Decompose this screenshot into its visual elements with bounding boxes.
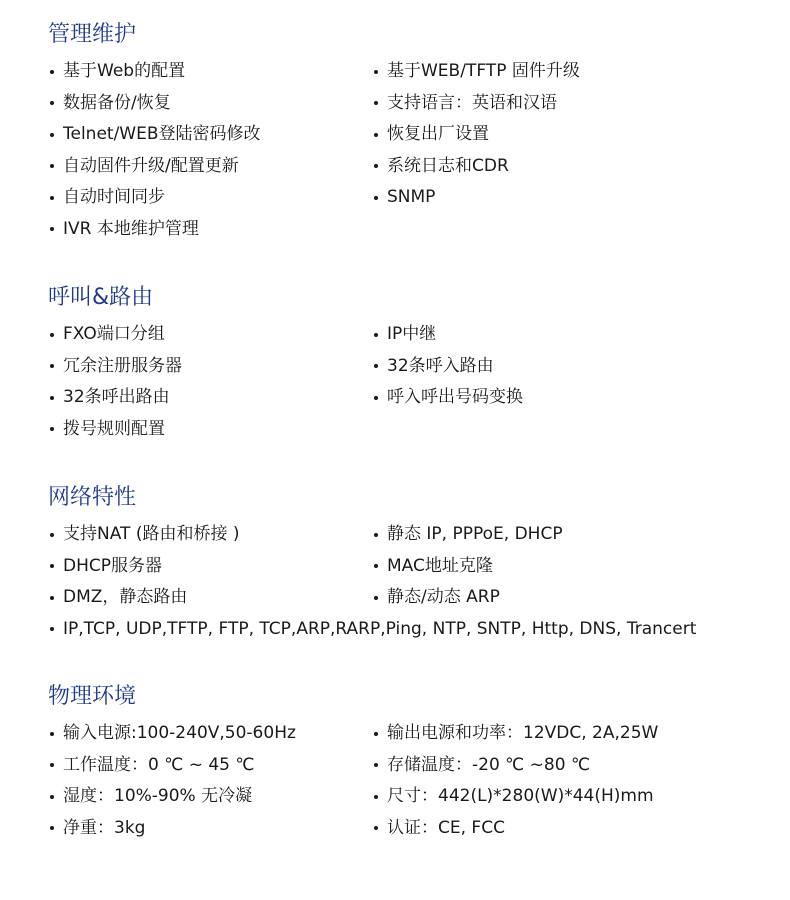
bullet-icon <box>50 333 54 337</box>
bullet-icon <box>50 732 54 736</box>
section-network <box>48 483 768 645</box>
list-item: IP中继 <box>372 319 752 351</box>
bullet-icon <box>374 826 378 830</box>
section-title: 管理维护 <box>48 22 137 47</box>
list-item: 认证：CE, FCC <box>372 813 752 845</box>
list-item: 呼入呼出号码变换 <box>372 382 752 414</box>
bullet-icon <box>50 627 54 631</box>
bullet-icon <box>374 333 378 337</box>
list-item: MAC地址克隆 <box>372 551 752 583</box>
bullet-icon <box>374 763 378 767</box>
list-item: FXO端口分组 <box>48 319 372 351</box>
bullet-icon <box>50 101 54 105</box>
list-item: 净重：3kg <box>48 813 372 845</box>
section-title: 物理环境 <box>48 684 137 709</box>
list-item: DMZ，静态路由 <box>48 582 372 614</box>
list-item: 数据备份/恢复 <box>48 88 372 120</box>
list-item: 自动时间同步 <box>48 182 372 214</box>
list-item: 基于Web的配置 <box>48 56 372 88</box>
bullet-icon <box>50 396 54 400</box>
bullet-icon <box>374 596 378 600</box>
list-item: DHCP服务器 <box>48 551 372 583</box>
bullet-icon <box>50 70 54 74</box>
list-item: 输入电源:100-240V,50-60Hz <box>48 718 372 750</box>
list-item: SNMP <box>372 182 752 214</box>
bullet-icon <box>374 70 378 74</box>
list-item: 静态/动态 ARP <box>372 582 752 614</box>
list-item: 拨号规则配置 <box>48 414 372 446</box>
list-item: 冗余注册服务器 <box>48 351 372 383</box>
feature-list <box>48 319 768 445</box>
list-item: 湿度：10%-90% 无冷凝 <box>48 781 372 813</box>
list-item: 系统日志和CDR <box>372 151 752 183</box>
list-item: 尺寸：442(L)*280(W)*44(H)mm <box>372 781 752 813</box>
list-item: 输出电源和功率：12VDC, 2A,25W <box>372 718 752 750</box>
feature-list <box>48 519 768 645</box>
list-item: 基于WEB/TFTP 固件升级 <box>372 56 752 88</box>
list-item-protocols: IP,TCP, UDP,TFTP, FTP, TCP,ARP,RARP,Ping, NTP, SNTP, Http, DNS, Trancert <box>48 614 752 646</box>
list-item: 恢复出厂设置 <box>372 119 752 151</box>
list-item: 自动固件升级/配置更新 <box>48 151 372 183</box>
bullet-icon <box>50 533 54 537</box>
bullet-icon <box>374 564 378 568</box>
bullet-icon <box>50 795 54 799</box>
bullet-icon <box>374 396 378 400</box>
bullet-icon <box>50 564 54 568</box>
bullet-icon <box>50 364 54 368</box>
list-item: 32条呼入路由 <box>372 351 752 383</box>
bullet-icon <box>50 227 54 231</box>
list-item: IVR 本地维护管理 <box>48 214 372 246</box>
bullet-icon <box>50 427 54 431</box>
list-item: 32条呼出路由 <box>48 382 372 414</box>
list-item: 静态 IP, PPPoE, DHCP <box>372 519 752 551</box>
bullet-icon <box>374 133 378 137</box>
bullet-icon <box>374 533 378 537</box>
bullet-icon <box>374 101 378 105</box>
bullet-icon <box>374 164 378 168</box>
list-item: 存储温度：-20 ℃ ~80 ℃ <box>372 750 752 782</box>
bullet-icon <box>374 732 378 736</box>
bullet-icon <box>50 133 54 137</box>
section-title: 呼叫&路由 <box>48 285 154 310</box>
section-management <box>48 20 768 245</box>
bullet-icon <box>374 795 378 799</box>
bullet-icon <box>50 596 54 600</box>
feature-list <box>48 56 768 245</box>
list-item: 支持NAT (路由和桥接 ) <box>48 519 372 551</box>
bullet-icon <box>50 763 54 767</box>
section-call-routing <box>48 283 768 445</box>
section-title: 网络特性 <box>48 485 137 510</box>
list-item: 工作温度：0 ℃ ~ 45 ℃ <box>48 750 372 782</box>
list-item: Telnet/WEB登陆密码修改 <box>48 119 372 151</box>
bullet-icon <box>50 164 54 168</box>
feature-list <box>48 718 768 844</box>
section-physical <box>48 682 768 844</box>
bullet-icon <box>50 826 54 830</box>
bullet-icon <box>374 364 378 368</box>
list-item: 支持语言：英语和汉语 <box>372 88 752 120</box>
bullet-icon <box>50 196 54 200</box>
bullet-icon <box>374 196 378 200</box>
